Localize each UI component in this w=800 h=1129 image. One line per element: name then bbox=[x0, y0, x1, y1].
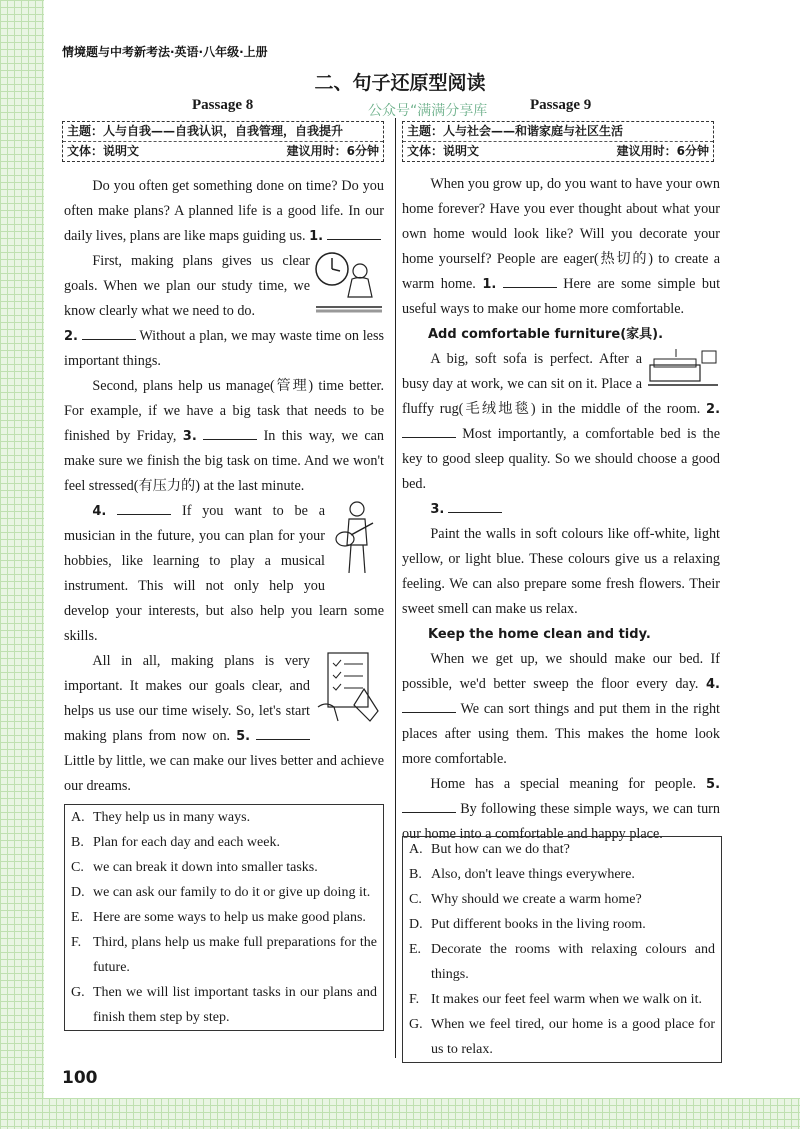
option-item[interactable] bbox=[403, 887, 721, 912]
option-item[interactable] bbox=[65, 880, 383, 905]
option-text: But how can we do that? bbox=[431, 842, 570, 857]
passage8-para-3: 2. Without a plan, we may waste time on less important things. bbox=[64, 328, 385, 369]
option-text: Put different books in the living room. bbox=[431, 917, 646, 932]
option-item[interactable] bbox=[65, 905, 383, 930]
passage9-para-2: A big, soft sofa is perfect. After a busy day at work, we can sit on it. Place a fluffy rug(毛绒地毯) in the middle of the room. 2. Most importantly, a comfortable bed is the key to good sleep quality. So we should choose a good bed. bbox=[402, 347, 720, 497]
option-label: F. bbox=[409, 992, 420, 1007]
passage8-title: Passage 8 bbox=[192, 97, 254, 113]
book-header: 情境题与中考新考法·英语·八年级·上册 bbox=[62, 45, 268, 59]
option-item[interactable] bbox=[403, 912, 721, 937]
sofa-room-icon bbox=[646, 347, 720, 389]
clock-student-icon bbox=[314, 249, 384, 317]
option-text: When we feel tired, our home is a good place for us to relax. bbox=[431, 1017, 715, 1057]
passage9-para-1: When you grow up, do you want to have your own home forever? Have you ever thought about what your own home would look like? Will you decorate your home yourself? People are eager(热切的) to create a warm home. 1. Here are some simple but useful ways to make our home more comfortable. bbox=[402, 176, 721, 317]
passage8-infobox bbox=[62, 121, 384, 162]
option-label: B. bbox=[409, 867, 422, 882]
option-label: A. bbox=[409, 842, 423, 857]
option-item[interactable] bbox=[403, 1012, 721, 1062]
guitar-player-icon bbox=[329, 499, 384, 577]
page-number: 100 bbox=[62, 1068, 98, 1088]
passage9-para-3: 3. bbox=[402, 497, 720, 522]
option-label: G. bbox=[409, 1017, 423, 1032]
option-label: D. bbox=[71, 885, 85, 900]
option-label: E. bbox=[409, 942, 422, 957]
passage9-body bbox=[402, 172, 720, 847]
passage9-subheading-2: Keep the home clean and tidy. bbox=[428, 627, 651, 642]
option-text: They help us in many ways. bbox=[93, 810, 251, 825]
answer-blank-3[interactable] bbox=[203, 427, 257, 440]
option-text: Here are some ways to help us make good plans. bbox=[93, 910, 366, 925]
option-item[interactable] bbox=[403, 862, 721, 887]
answer-blank-4[interactable] bbox=[117, 502, 171, 515]
option-label: D. bbox=[409, 917, 423, 932]
passage9-options bbox=[402, 836, 722, 1063]
passage9-para-5: When we get up, we should make our bed. If possible, we'd better sweep the floor every day. 4. We can sort things and put them in the right places after using them. This makes the home look more comfortable. bbox=[402, 651, 720, 767]
option-item[interactable] bbox=[403, 837, 721, 862]
passage8-options bbox=[64, 804, 384, 1031]
answer-blank-4[interactable] bbox=[402, 700, 456, 713]
option-text: we can ask our family to do it or give up doing it. bbox=[93, 885, 371, 900]
checklist-hand-icon bbox=[314, 649, 384, 725]
passage9-title: Passage 9 bbox=[530, 97, 592, 113]
option-label: C. bbox=[71, 860, 84, 875]
option-item[interactable] bbox=[403, 987, 721, 1012]
option-text: Why should we create a warm home? bbox=[431, 892, 642, 907]
passage8-para-2: First, making plans gives us clear goals. When we plan our study time, we know clearly what we need to do. bbox=[64, 249, 384, 324]
passage9-time: 建议用时：6分钟 bbox=[616, 144, 709, 158]
option-item[interactable] bbox=[65, 855, 383, 880]
option-label: E. bbox=[71, 910, 84, 925]
option-item[interactable] bbox=[65, 980, 383, 1030]
option-label: F. bbox=[71, 935, 82, 950]
passage9-para-4: Paint the walls in soft colours like off-white, light yellow, or light blue. These colours give us a relaxing feeling. We can also prepare some fresh flowers. Their sweet smell can make us relax. bbox=[402, 526, 720, 617]
option-label: G. bbox=[71, 985, 85, 1000]
option-text: Then we will list important tasks in our plans and finish them step by step. bbox=[93, 985, 377, 1025]
passage9-para-6: Home has a special meaning for people. 5. By following these simple ways, we can turn our home into a comfortable and happy place. bbox=[402, 776, 721, 842]
option-item[interactable] bbox=[403, 937, 721, 987]
passage8-para-6: All in all, making plans is very important. It makes our goals clear, and helps us use our time wisely. So, let's start making plans from now on. 5. Little by little, we can make our lives better and achieve our dreams. bbox=[64, 649, 384, 799]
passage8-para-1: Do you often get something done on time? Do you often make plans? A planned life is a good life. In our daily lives, plans are like maps guiding us. 1. bbox=[64, 178, 384, 244]
passage9-theme: 主题：人与社会——和谐家庭与社区生活 bbox=[407, 124, 624, 138]
passage8-para-5: 4. If you want to be a musician in the future, you can plan for your hobbies, like learning to play a musical instrument. This will not only help you develop your interests, but also help you learn some skills. bbox=[64, 499, 384, 649]
grid-margin-left bbox=[0, 0, 44, 1129]
option-text: Third, plans help us make full preparations for the future. bbox=[93, 935, 377, 975]
passage8-time: 建议用时：6分钟 bbox=[286, 144, 379, 158]
passage9-infobox bbox=[402, 121, 714, 162]
option-text: Decorate the rooms with relaxing colours and things. bbox=[431, 942, 715, 982]
section-title: 二、句子还原型阅读 bbox=[314, 72, 486, 94]
option-item[interactable] bbox=[65, 830, 383, 855]
passage8-body bbox=[64, 174, 384, 799]
passage8-para-4: Second, plans help us manage(管理) time better. For example, if we have a big task that needs to be finished by Friday, 3. In this way, we can make sure we finish the big task on time. And we won't feel stressed(有压力的) at the last minute. bbox=[64, 378, 385, 494]
passage8-genre: 文体：说明文 bbox=[67, 144, 140, 158]
answer-blank-2[interactable] bbox=[402, 425, 456, 438]
answer-blank-2[interactable] bbox=[82, 327, 136, 340]
option-item[interactable] bbox=[65, 930, 383, 980]
grid-margin-bottom bbox=[0, 1098, 800, 1129]
answer-blank-1[interactable] bbox=[503, 275, 557, 288]
answer-blank-5[interactable] bbox=[402, 800, 456, 813]
option-text: Also, don't leave things everywhere. bbox=[431, 867, 635, 882]
option-label: C. bbox=[409, 892, 422, 907]
option-text: It makes our feet feel warm when we walk on it. bbox=[431, 992, 702, 1007]
answer-blank-3[interactable] bbox=[448, 500, 502, 513]
option-text: we can break it down into smaller tasks. bbox=[93, 860, 318, 875]
option-item[interactable] bbox=[65, 805, 383, 830]
answer-blank-5[interactable] bbox=[256, 727, 310, 740]
option-text: Plan for each day and each week. bbox=[93, 835, 280, 850]
passage9-genre: 文体：说明文 bbox=[407, 144, 480, 158]
passage8-theme: 主题：人与自我——自我认识，自我管理，自我提升 bbox=[67, 124, 344, 138]
column-divider bbox=[395, 118, 396, 1058]
answer-blank-1[interactable] bbox=[327, 227, 381, 240]
option-label: B. bbox=[71, 835, 84, 850]
watermark-text: 公众号“满满分享库 bbox=[368, 103, 488, 119]
option-label: A. bbox=[71, 810, 85, 825]
passage9-subheading-1: Add comfortable furniture(家具). bbox=[428, 327, 664, 342]
